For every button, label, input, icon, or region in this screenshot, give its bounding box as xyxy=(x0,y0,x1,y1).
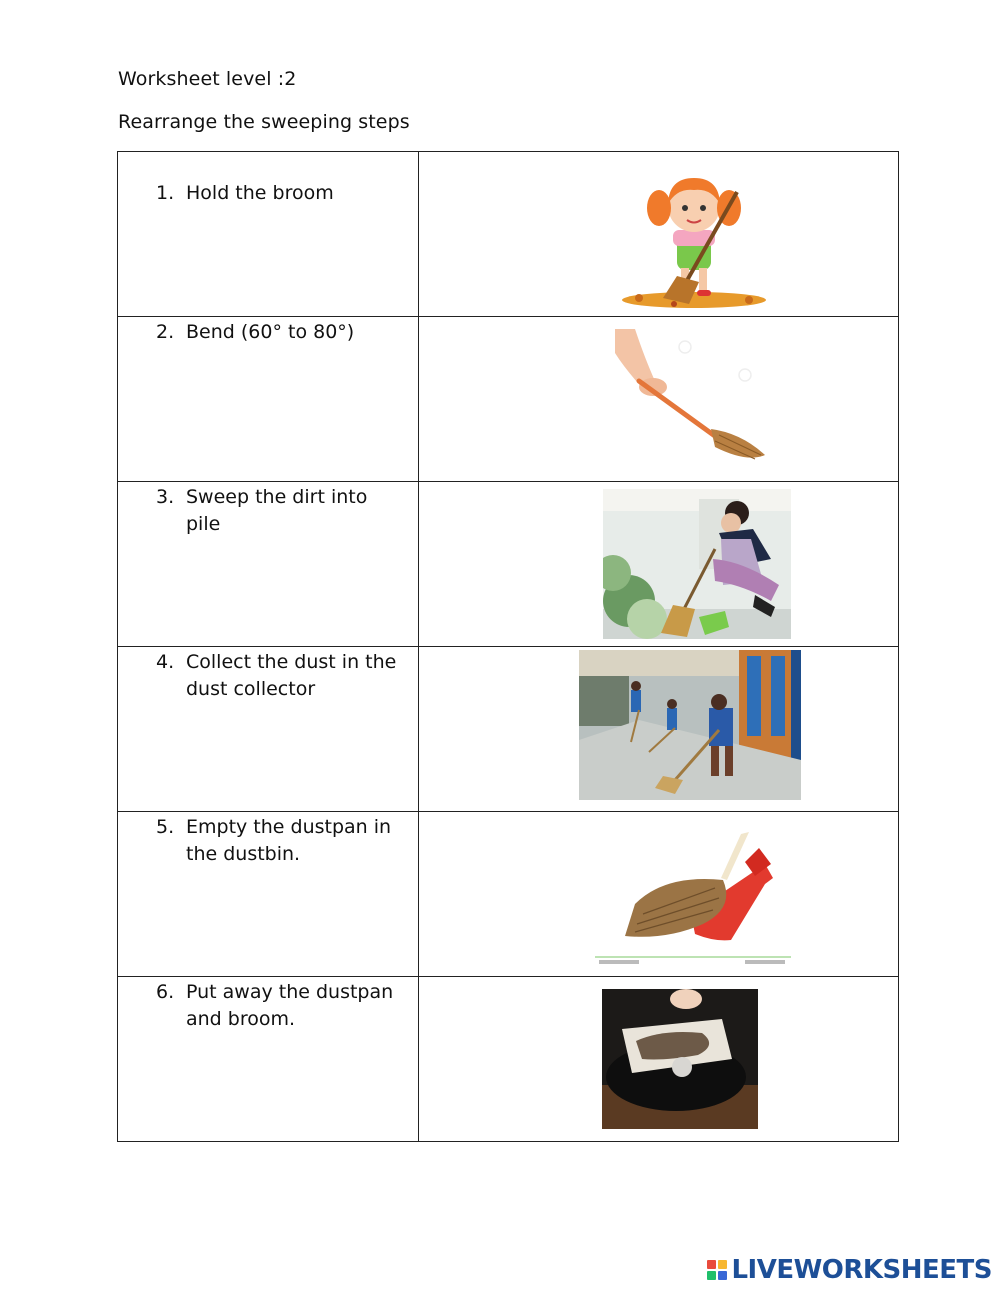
liveworksheets-logo xyxy=(707,1255,992,1285)
step-cell xyxy=(118,482,419,647)
step-number: 5. xyxy=(156,816,175,838)
step-text: Bend (60° to 80°) xyxy=(186,321,355,343)
logo-block xyxy=(707,1260,716,1269)
table-row xyxy=(118,482,899,647)
step-cell xyxy=(118,977,419,1142)
instruction-title: Rearrange the sweeping steps xyxy=(118,111,410,133)
step-number: 1. xyxy=(156,182,175,204)
broom-and-red-dustpan-image xyxy=(595,824,791,972)
step-text: Sweep the dirt into pile xyxy=(186,486,368,535)
step-cell xyxy=(118,812,419,977)
step-number: 6. xyxy=(156,981,175,1003)
table-row xyxy=(118,317,899,482)
picture-cell xyxy=(419,482,899,647)
picture-cell xyxy=(419,647,899,812)
table-row xyxy=(118,152,899,317)
worksheet-level-title: Worksheet level :2 xyxy=(118,68,297,90)
children-sweeping-corridor-image xyxy=(579,650,801,800)
logo-block xyxy=(707,1271,716,1280)
woman-sweeping-into-dustpan-image xyxy=(603,489,791,639)
hand-holding-broom-image xyxy=(615,329,775,469)
picture-cell xyxy=(419,977,899,1142)
step-cell xyxy=(118,647,419,812)
picture-cell xyxy=(419,812,899,977)
step-text: Empty the dustpan in the dustbin. xyxy=(186,816,392,865)
table-row xyxy=(118,647,899,812)
step-cell xyxy=(118,152,419,317)
step-cell xyxy=(118,317,419,482)
steps-table xyxy=(117,151,899,1142)
step-number: 3. xyxy=(156,486,175,508)
step-text: Hold the broom xyxy=(186,182,334,204)
girl-sweeping-leaves-image xyxy=(619,164,769,310)
step-number: 4. xyxy=(156,651,175,673)
picture-cell xyxy=(419,317,899,482)
logo-block xyxy=(718,1260,727,1269)
brand-name: LIVEWORKSHEETS xyxy=(731,1255,992,1285)
table-row xyxy=(118,977,899,1142)
logo-block xyxy=(718,1271,727,1280)
dustpan-with-dirt-image xyxy=(602,989,758,1129)
step-number: 2. xyxy=(156,321,175,343)
step-text: Collect the dust in the dust collector xyxy=(186,651,397,700)
picture-cell xyxy=(419,152,899,317)
logo-blocks-icon xyxy=(707,1260,727,1280)
step-text: Put away the dustpan and broom. xyxy=(186,981,394,1030)
table-row xyxy=(118,812,899,977)
